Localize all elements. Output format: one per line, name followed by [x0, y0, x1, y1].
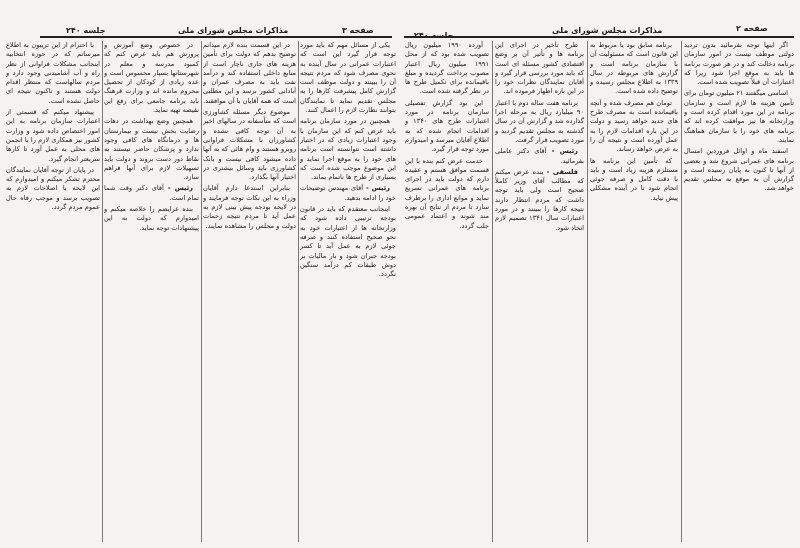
paragraph: اینجانب معتقدم که باید در قانون بودجه ترتیبی داده شود که وزارتخانه ها از اعتبارات خود به نحو صحیح استفاده کنند و صرفه جوئی لازم به عمل آید تا کسر بودجه جبران شود و بار مالیات بر دوش طبقات کم درآمد سنگین نگردد. — [300, 205, 396, 279]
column-divider — [201, 41, 202, 542]
paragraph: در خصوص وضع آموزش و پرورش هم باید عرض کنم که کمبود مدرسه و معلم در شهرستانها بسیار محسوس است و عده زیادی از کودکان از تحصیل محروم مانده اند و وزارت فرهنگ باید برنامه جامعی برای رفع این نقیصه تهیه نماید. — [104, 41, 199, 115]
paragraph: همچنین در مورد سازمان برنامه باید عرض کنم که این سازمان با وجود اعتبارات زیادی که در اختیار داشته است نتوانسته است برنامه های خود را به موقع اجرا نماید و این موضوع موجب شده است که بسیاری از طرح ها ناتمام بماند. — [300, 117, 396, 182]
paragraph: در این قسمت بنده لازم میدانم توضیح بدهم که دولت برای تأمین هزینه های جاری ناچار است از منابع داخلی استفاده کند و درآمد نفت باید به مصرف عمران و آبادانی کشور برسد و این مطلبی است که همه آقایان با آن موافقند. — [203, 41, 296, 105]
page-number: صفحه ۳ — [342, 26, 374, 35]
column-divider — [681, 41, 682, 542]
page-title: مذاکرات مجلس شورای ملی — [552, 26, 663, 35]
column-divider — [298, 41, 299, 542]
page-title: مذاکرات مجلس شورای ملی — [178, 26, 289, 35]
paragraph: اسفند ماه و اوائل فروردین امسال برنامه های عمرانی شروع شد و بعضی از آنها تا کنون به پایان رسیده است و گزارش آن به موقع به مجلس تقدیم خواهد شد. — [684, 147, 794, 193]
text-column-3 — [104, 41, 199, 544]
text-column-1 — [300, 41, 396, 544]
paragraph: برنامه سابق بود یا مربوط به این قانون است که مسئولیت آن با سازمان برنامه است و گزارش های مربوطه در سال ۱۳۳۹ به اطلاع مجلس رسیده و توضیح داده شده است. — [590, 41, 678, 96]
paragraph: بنده عرایضم را خلاصه میکنم و امیدوارم که دولت به این پیشنهادات توجه نماید. — [104, 205, 199, 232]
paragraph: بنابراین استدعا دارم آقایان وزراء به این نکات توجه فرمایند و در لایحه بودجه پیش بینی لازم به عمل آید تا مردم نتیجه زحمات دولت و مجلس را مشاهده نمایند. — [203, 184, 296, 230]
paragraph: پیشنهاد میکنم که قسمتی از اعتبارات سازمان برنامه به این امور اختصاص داده شود و وزارت کشور نیز همکاری لازم را با انجمن های محلی به عمل آورد تا کارها سریعتر انجام گیرد. — [6, 108, 100, 163]
header-rule — [40, 36, 392, 38]
column-divider — [587, 41, 588, 542]
paragraph: تومان هم مصرف شده و آنچه باقیمانده است به مصرف طرح های جدید خواهد رسید و دولت در این باره اقدامات لازم را به عمل آورده است و نتیجه آن را به عرض خواهد رساند. — [590, 98, 678, 154]
paragraph: یکی از مسائل مهم که باید مورد توجه قرار گیرد این است که اعتبارات عمرانی در سال آینده به نحوی مصرف شود که مردم نتیجه آن را ببینند و دولت موظف است گزارش کامل پیشرفت کارها را به مجلس تقدیم نماید تا نمایندگان بتوانند نظارت لازم را اعمال کنند. — [300, 41, 396, 115]
column-divider — [492, 41, 493, 542]
paragraph: رئیس - آقای دکتر عاملی بفرمائید. — [495, 147, 584, 165]
right-page — [400, 0, 800, 548]
paragraph: با احترام از این تریبون به اطلاع میرسانم که در حوزه انتخابیه اینجانب مشکلات فراوانی از نظر راه و آب آشامیدنی وجود دارد و مردم سالهاست که منتظر اقدام دولت هستند و تاکنون نتیجه ای حاصل نشده است. — [6, 41, 100, 105]
paragraph: در پایان از توجه آقایان نمایندگان محترم تشکر میکنم و امیدوارم که این لایحه با اصلاحات لازم به تصویب برسد و موجب رفاه حال عموم مردم گردد. — [6, 165, 100, 212]
text-column-4 — [405, 41, 489, 544]
paragraph: رئیس - آقای دکتر وقت شما تمام است. — [104, 184, 199, 202]
paragraph: اساسی میگفتند ۲۱ میلیون تومان برای تأمین هزینه ها لازم است و سازمان برنامه در این مورد اقدام کرده است و وزارتخانه ها نیز موافقت کرده اند که برنامه های خود را با سازمان هماهنگ نمایند. — [684, 89, 794, 144]
text-column-3 — [495, 41, 584, 544]
text-column-2 — [590, 41, 678, 544]
paragraph: آورده ۱۹۹۰ میلیون ریال تصویب شده بود که از محل ۱۹۹۱ میلیون ریال اعتبار مصوب پرداخت گردیده و مبلغ باقیمانده برای تکمیل طرح ها در نظر گرفته شده است. — [405, 41, 489, 96]
column-divider — [102, 41, 103, 542]
paragraph: فلسفی - بنده عرض میکنم که مطالب آقای وزیر کاملاً صحیح است ولی باید توجه داشت که مردم انتظار دارند نتیجه کارها را ببینند و در مورد اعتبارات سال ۱۳۴۱ تصمیم لازم اتخاذ شود. — [495, 167, 584, 232]
header-rule — [404, 36, 794, 38]
paragraph: موضوع دیگر مسئله کشاورزی است که متأسفانه در سالهای اخیر به آن توجه کافی نشده و کشاورزان با مشکلات فراوانی روبرو هستند و وام هائی که به آنها داده میشود کافی نیست و بانک کشاورزی باید وسائل بیشتری در اختیار آنها بگذارد. — [203, 108, 296, 182]
text-column-1 — [684, 41, 794, 544]
paragraph: اگر اینها توجه بفرمائید بدون تردید دولتی موظف نیست در امور سازمان برنامه دخالت کند و در هر صورت برنامه ها باید به موقع اجرا شود زیرا که اعتبارات آن قبلاً تصویب شده است. — [684, 41, 794, 87]
speaker-name: رئیس - — [167, 184, 193, 193]
page-number: صفحه ۲ — [736, 24, 768, 33]
paragraph: خدمت عرض کنم بنده با این قسمت موافق هستم و عقیده دارم که دولت باید در اجرای برنامه های عمرانی تسریع نماید و موانع اداری را برطرف سازد تا مردم از نتایج آن بهره مند شوند و اعتماد عمومی جلب گردد. — [405, 156, 489, 230]
paragraph: این بود گزارش تفصیلی سازمان برنامه در مورد اعتبارات طرح های ۱۳۴۰ و اقدامات انجام شده که به اطلاع آقایان میرسد و امیدوارم مورد توجه قرار گیرد. — [405, 98, 489, 154]
paragraph: برنامه هفت ساله دوم با اعتبار ۹۰ میلیارد ریال به مرحله اجرا گذارده شد و گزارش آن در سال گذشته به مجلس تقدیم گردید و مورد تصویب قرار گرفت. — [495, 98, 584, 144]
paragraph: طرح تأخیر در اجرای این برنامه ها و تأثیر آن بر وضع اقتصادی کشور مسئله ای است که باید مورد بررسی قرار گیرد و آقایان نمایندگان نظرات خود را در این باره اظهار فرموده اند. — [495, 41, 584, 96]
session-number: جلسه ۲۴۰ — [66, 26, 106, 35]
paragraph: همچنین وضع بهداشت در دهات رضایت بخش نیست و بیمارستان ها و درمانگاه های کافی وجود ندارد و پزشکان حاضر نیستند به نقاط دور دست بروند و دولت باید تسهیلات لازم برای آنها فراهم سازد. — [104, 117, 199, 182]
paragraph: رئیس - آقای مهندس توضیحات خود را ادامه بدهید. — [300, 184, 396, 202]
text-column-2 — [203, 41, 296, 544]
paragraph: که تأمین این برنامه ها مستلزم هزینه زیاد است و باید با دقت کامل و صرفه جوئی انجام شود تا در آینده مشکلی پیش نیاید. — [590, 156, 678, 202]
text-column-4 — [6, 41, 100, 544]
speaker-name: رئیس - — [551, 147, 578, 156]
speaker-name: فلسفی - — [546, 167, 578, 176]
speaker-name: رئیس - — [365, 184, 390, 193]
